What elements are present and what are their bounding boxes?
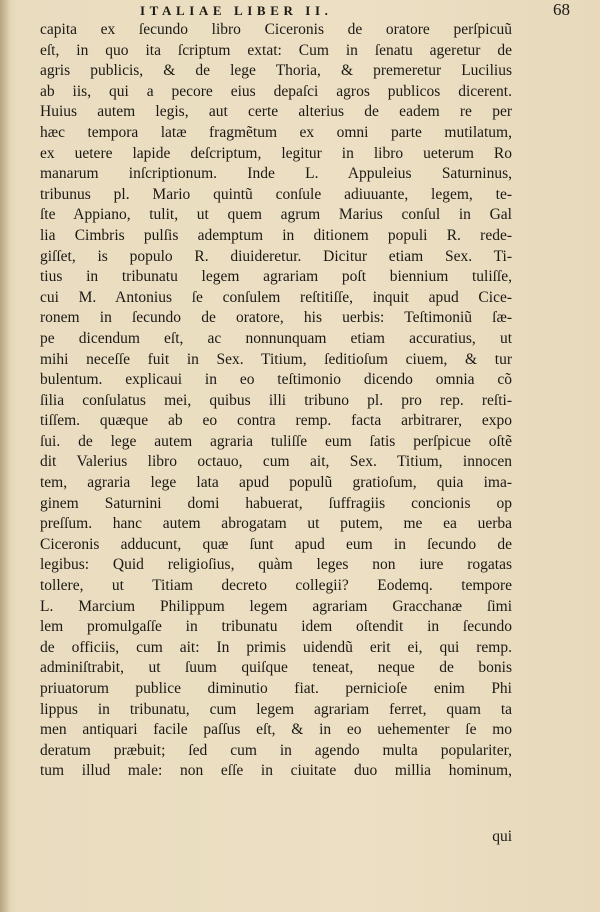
gutter-shadow (0, 0, 10, 912)
text-line: tum illud male: non eſſe in ciuitate duo millia hominum, (40, 762, 512, 780)
text-line: ex uetere lapide deſcriptum, legitur in libro ueterum Ro (40, 144, 512, 162)
text-line: mihi neceſſe fuit in Sex. Titium, ſeditioſum ciuem, & tur (40, 350, 512, 368)
text-line: tiſſem. quæque ab eo contra remp. facta arbitrarer, expo (40, 412, 512, 430)
text-line: ab iis, qui a pecore eius depaſci agros publicos dicerent. (40, 82, 512, 100)
text-line: pe dicendum eſt, ac nonnunquam etiam accuratius, ut (40, 329, 512, 347)
text-line: bulentum. explicaui in eo teſtimonio dicendo omnia cõ (40, 371, 512, 389)
text-line: capita ex ſecundo libro Ciceronis de oratore perſpicuũ (40, 21, 512, 38)
text-line: hæc tempora latæ fragmẽtum ex omni parte mutilatum, (40, 123, 512, 141)
text-line: tius in tribunatu legem agrariam poſt biennium tuliſſe, (40, 268, 512, 286)
text-line: de officiis, cum ait: In primis uidendũ erit ei, qui remp. (40, 638, 512, 656)
text-line: adminiſtrabit, ut ſuum quiſque teneat, neque de bonis (40, 659, 512, 677)
text-line: tem, agraria lege lata apud populũ gratioſum, quia ima- (40, 474, 512, 492)
text-line: tribunus pl. Mario quintũ conſule adiuuante, legem, te- (40, 185, 512, 203)
text-line: dit Valerius libro octauo, cum ait, Sex. Titium, innocen (40, 453, 512, 471)
text-line: giſſet, is populo R. diuideretur. Dicitur etiam Sex. Ti- (40, 247, 512, 265)
text-line: lem promulgaſſe in tribunatu idem oſtendit in ſecundo (40, 618, 512, 636)
text-line: preſſum. hanc autem abrogatam ut putem, me ea uerba (40, 515, 512, 533)
text-line: ronem in ſecundo de oratore, his uerbis: Teſtimoniũ ſæ- (40, 309, 512, 327)
body-text (40, 20, 512, 782)
catchword: qui (492, 828, 512, 845)
running-title: ITALIAE LIBER II. (140, 3, 333, 18)
text-line: ſilia conſulatus mei, quibus illi tribuno pl. pro rep. reſti- (40, 391, 512, 409)
running-head (140, 0, 570, 22)
text-line: legibus: Quid religioſius, quàm leges non iure rogatas (40, 556, 512, 574)
text-line: ginem Saturnini domi habuerat, ſuffragiis concionis op (40, 494, 512, 512)
text-line: Ciceronis adducunt, quæ ſunt apud eum in ſecundo de (40, 535, 512, 553)
text-line: lippus in tribunatu, cum legem agrariam ferret, quam ta (40, 700, 512, 718)
text-line: priuatorum publice diminutio fiat. pernicioſe enim Phi (40, 680, 512, 697)
text-line: manarum inſcriptionum. Inde L. Appuleius Saturninus, (40, 165, 512, 183)
text-line: ſte Appiano, tulit, ut quem agrum Marius conſul in Gal (40, 206, 512, 224)
text-line: Huius autem legis, aut certe alterius de eadem re per (40, 103, 512, 121)
text-line: lia Cimbris pulſis ademptum in ditionem populi R. rede- (40, 226, 512, 244)
text-line: L. Marcium Philippum legem agrariam Gracchanæ ſimi (40, 597, 512, 615)
page-number: 68 (553, 0, 570, 19)
text-line: agris publicis, & de lege Thoria, & premeretur Lucilius (40, 62, 512, 80)
text-line: men antiquari facile paſſus eſt, & in eo uehementer ſe mo (40, 721, 512, 739)
text-line: deratum præbuit; ſed cum in agendo multa populariter, (40, 741, 512, 759)
text-line: tollere, ut Titiam decreto collegii? Eodemq. tempore (40, 577, 512, 595)
text-line: cui M. Antonius ſe conſulem reſtitiſſe, inquit apud Cice- (40, 288, 512, 306)
text-line: eſt, in quo ita ſcriptum extat: Cum in ſenatu ageretur de (40, 41, 512, 59)
text-line: ſui. de lege autem agraria tuliſſe eum ſatis perſpicue oſtẽ (40, 432, 512, 450)
